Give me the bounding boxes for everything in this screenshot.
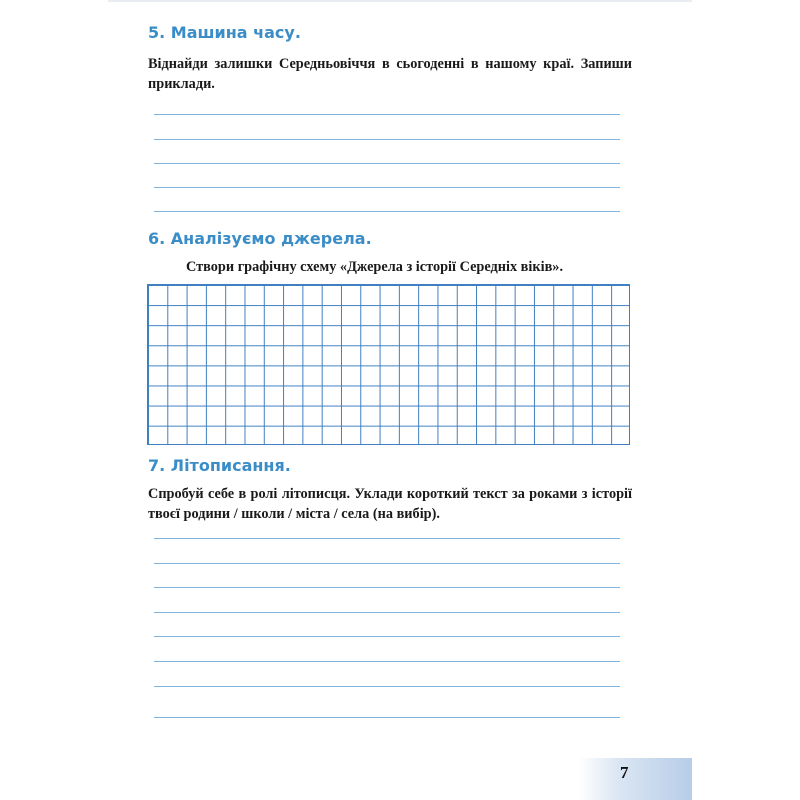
writing-line[interactable]	[154, 211, 620, 212]
page-number-tab	[578, 758, 692, 800]
writing-line[interactable]	[154, 187, 620, 188]
writing-line[interactable]	[154, 717, 620, 718]
section-5-task: Віднайди залишки Середньовіччя в сьогоденні в нашому краї. Запиши приклади.	[148, 56, 632, 92]
writing-line[interactable]	[154, 538, 620, 539]
section-6-task: Створи графічну схему «Джерела з історії Середніх віків».	[186, 259, 564, 275]
writing-line[interactable]	[154, 686, 620, 687]
writing-line[interactable]	[154, 587, 620, 588]
section-6-heading: 6. Аналізуємо джерела.	[148, 229, 372, 248]
page-number: 7	[620, 763, 629, 782]
writing-line[interactable]	[154, 163, 620, 164]
section-7-task: Спробуй себе в ролі літописця. Уклади короткий текст за роками з історії твоєї родини / школи / міста / села (на вибір).	[148, 486, 632, 522]
section-5-heading: 5. Машина часу.	[148, 23, 301, 42]
section-7-heading: 7. Літописання.	[148, 456, 291, 475]
graph-paper-grid[interactable]	[147, 284, 630, 445]
writing-line[interactable]	[154, 612, 620, 613]
writing-line[interactable]	[154, 114, 620, 115]
page-top-edge	[108, 0, 692, 2]
writing-line[interactable]	[154, 563, 620, 564]
writing-line[interactable]	[154, 661, 620, 662]
writing-line[interactable]	[154, 139, 620, 140]
writing-line[interactable]	[154, 636, 620, 637]
